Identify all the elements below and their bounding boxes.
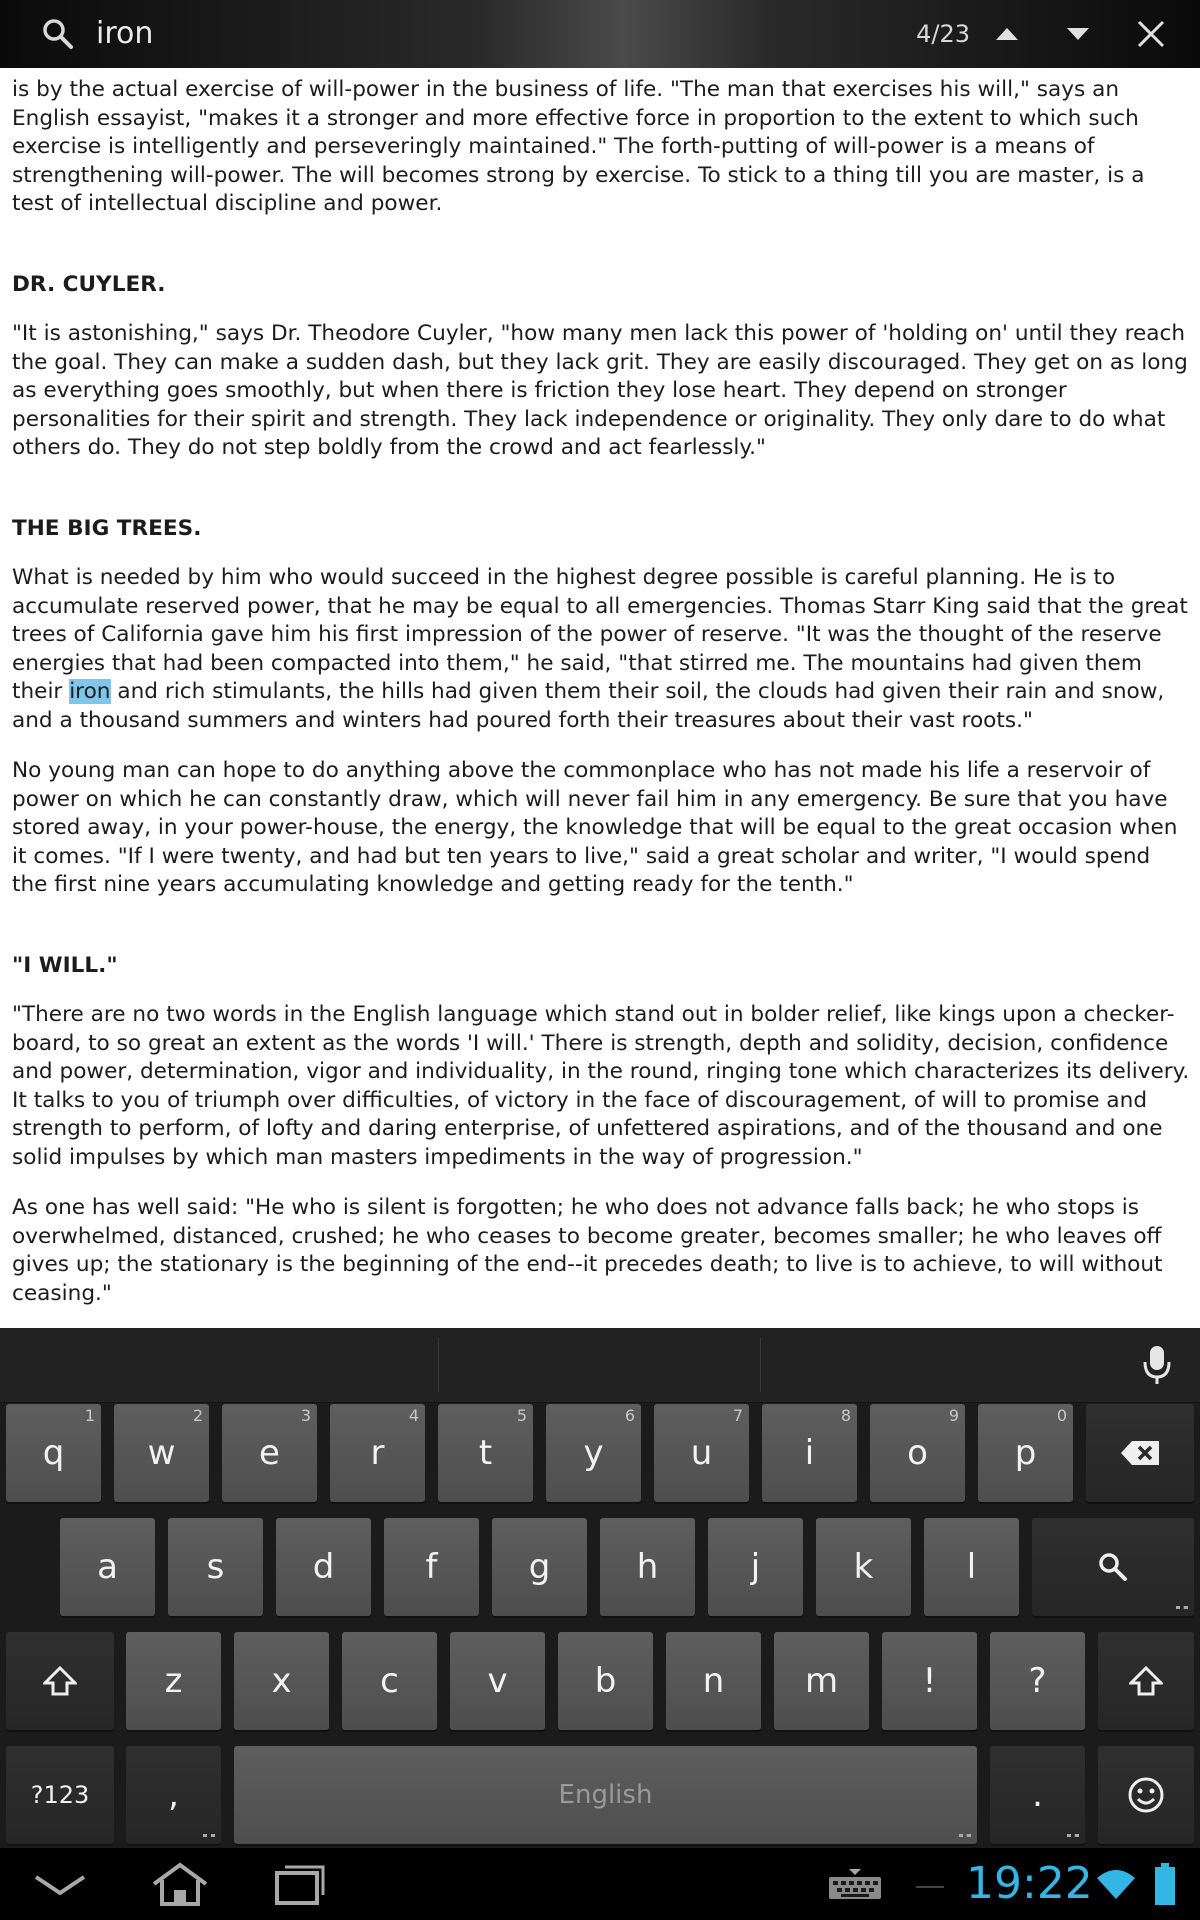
symbols-key[interactable]: ?123 — [6, 1746, 114, 1844]
key-hint: 2 — [192, 1406, 203, 1425]
comma-key[interactable]: , — [126, 1746, 221, 1844]
key-o[interactable]: o 9 — [870, 1404, 965, 1502]
suggestion-divider — [438, 1338, 439, 1392]
search-query-input[interactable]: iron — [96, 16, 154, 51]
shift-icon — [43, 1666, 77, 1696]
key-j[interactable]: j — [708, 1518, 803, 1616]
shift-key-left[interactable] — [6, 1632, 114, 1730]
key-hint: 9 — [948, 1406, 959, 1425]
suggestion-divider — [760, 1338, 761, 1392]
key-hint: 4 — [408, 1406, 419, 1425]
wifi-icon — [1094, 1862, 1138, 1906]
space-key[interactable]: English — [234, 1746, 977, 1844]
key-hint: 7 — [732, 1406, 743, 1425]
next-match-button[interactable] — [1058, 14, 1098, 54]
paragraph: "It is astonishing," says Dr. Theodore Cuyler, "how many men lack this power of 'holding on' until they reach the goal. They can make a sudden dash, but they lack grit. They are easily discouraged. They get on as long as everything goes smoothly, but when there is friction they lose heart. They depend on stronger personalities for their spirit and strength. They lack independence or originality. They only dare to do what others do. They do not step boldly from the crowd and act fearlessly." — [12, 321, 1188, 460]
shift-key-right[interactable] — [1098, 1632, 1194, 1730]
key-x[interactable]: x — [234, 1632, 329, 1730]
status-divider — [916, 1886, 944, 1888]
key-a[interactable]: a — [60, 1518, 155, 1616]
key-p[interactable]: p 0 — [978, 1404, 1073, 1502]
paragraph: As one has well said: "He who is silent is forgotten; he who does not advance falls back; he who stops is overwhelmed, distanced, crushed; he who ceases to become greater, becomes smaller; he who leaves off gives up; the stationary is the beginning of the end--it precedes death; to live is to achieve, to will without ceasing." — [12, 1195, 1163, 1306]
key-f[interactable]: f — [384, 1518, 479, 1616]
close-search-button[interactable] — [1131, 14, 1171, 54]
previous-match-button[interactable] — [987, 14, 1027, 54]
shift-icon — [1129, 1666, 1163, 1696]
key-hint: 8 — [840, 1406, 851, 1425]
battery-icon — [1150, 1862, 1180, 1906]
emoji-key[interactable] — [1098, 1746, 1194, 1844]
key-z[interactable]: z — [126, 1632, 221, 1730]
home-icon — [150, 1862, 210, 1906]
text-before-match: What is needed by him who would succeed in the highest degree possible is careful planning. He is to accumulate reserved power, that he may be equal to all emergencies. Thomas Starr King said that the great trees of California gave him his first impression of the power of reserve. "It was the thought of the reserve energies that had been compacted into them," he said, "that stirred me. The mountains had given them their — [12, 565, 1188, 704]
backspace-icon — [1120, 1440, 1160, 1466]
suggestion-strip — [0, 1328, 1200, 1403]
key-h[interactable]: h — [600, 1518, 695, 1616]
backspace-key[interactable] — [1086, 1404, 1194, 1502]
home-button[interactable] — [148, 1862, 212, 1906]
soft-keyboard — [0, 1328, 1200, 1848]
key-t[interactable]: t 5 — [438, 1404, 533, 1502]
key-hint: 5 — [516, 1406, 527, 1425]
key-v[interactable]: v — [450, 1632, 545, 1730]
key-s[interactable]: s — [168, 1518, 263, 1616]
search-key[interactable] — [1032, 1518, 1194, 1616]
paragraph-with-match — [12, 564, 1192, 735]
key-hint: 3 — [300, 1406, 311, 1425]
key-c[interactable]: c — [342, 1632, 437, 1730]
key-l[interactable]: l — [924, 1518, 1019, 1616]
text-after-match: and rich stimulants, the hills had given them their soil, the clouds had given their rain and snow, and a thousand summers and winters had poured forth their treasures about their vast roots." — [12, 679, 1165, 733]
back-button[interactable] — [28, 1862, 92, 1906]
key-hint: 6 — [624, 1406, 635, 1425]
key-k[interactable]: k — [816, 1518, 911, 1616]
section-heading: "I WILL." — [12, 952, 118, 978]
key-r[interactable]: r 4 — [330, 1404, 425, 1502]
arrow-up-icon — [995, 27, 1019, 41]
paragraph: "There are no two words in the English language which stand out in bolder relief, like kings upon a checker-board, to so great an extent as the words 'I will.' There is strength, depth and solidity, decision, confidence and power, determination, vigor and individuality, in the round, ringing tone which characterizes its delivery. It talks to you of triumph over difficulties, of victory in the face of discouragement, of will to promise and strength to perform, of lofty and daring enterprise, of unfettered aspirations, and of the thousand and one solid impulses by which man masters impediments in the way of progression." — [12, 1002, 1190, 1170]
key-y[interactable]: y 6 — [546, 1404, 641, 1502]
search-key-icon — [1097, 1551, 1129, 1583]
system-navigation-bar — [0, 1848, 1200, 1920]
paragraph: No young man can hope to do anything above the commonplace who has not made his life a reservoir of power on which he can constantly draw, which will never fail him in any emergency. Be sure that you have stored away, in your power-house, the energy, the knowledge that will be equal to the great occasion when it comes. "If I were twenty, and had but ten years to live," said a great scholar and writer, "I would spend the first nine years accumulating knowledge and getting ready for the tenth." — [12, 758, 1178, 897]
key-w[interactable]: w 2 — [114, 1404, 209, 1502]
key-d[interactable]: d — [276, 1518, 371, 1616]
emoji-icon — [1127, 1776, 1165, 1814]
key-i[interactable]: i 8 — [762, 1404, 857, 1502]
key-question[interactable]: ? — [990, 1632, 1085, 1730]
book-content[interactable] — [12, 68, 1192, 1328]
key-n[interactable]: n — [666, 1632, 761, 1730]
key-g[interactable]: g — [492, 1518, 587, 1616]
key-b[interactable]: b — [558, 1632, 653, 1730]
search-match-highlight: iron — [69, 679, 111, 704]
key-e[interactable]: e 3 — [222, 1404, 317, 1502]
section-heading: THE BIG TREES. — [12, 515, 202, 541]
search-icon — [40, 16, 76, 52]
match-counter: 4/23 — [916, 20, 970, 48]
key-u[interactable]: u 7 — [654, 1404, 749, 1502]
paragraph: is by the actual exercise of will-power in the business of life. "The man that exercises his will," says an English essayist, "makes it a stronger and more effective force in proportion to the extent to which such exercise is intelligently and perseveringly maintained." The forth-putting of will-power is a means of strengthening will-power. The will becomes strong by exercise. To stick to a thing till you are master, is a test of intellectual discipline and power. — [12, 77, 1145, 216]
key-q[interactable]: q 1 — [6, 1404, 101, 1502]
keyboard-status-icon — [826, 1862, 884, 1906]
back-icon — [32, 1869, 88, 1899]
arrow-down-icon — [1066, 27, 1090, 41]
period-key[interactable]: . — [990, 1746, 1085, 1844]
clock: 19:22 — [966, 1858, 1093, 1909]
key-exclamation[interactable]: ! — [882, 1632, 977, 1730]
mic-icon[interactable] — [1140, 1344, 1174, 1386]
key-hint: 0 — [1056, 1406, 1067, 1425]
section-heading: DR. CUYLER. — [12, 271, 166, 297]
key-m[interactable]: m — [774, 1632, 869, 1730]
key-hint: 1 — [84, 1406, 95, 1425]
recent-apps-button[interactable] — [268, 1862, 332, 1906]
close-icon — [1136, 19, 1166, 49]
find-in-page-bar — [0, 0, 1200, 68]
recent-apps-icon — [273, 1863, 327, 1905]
